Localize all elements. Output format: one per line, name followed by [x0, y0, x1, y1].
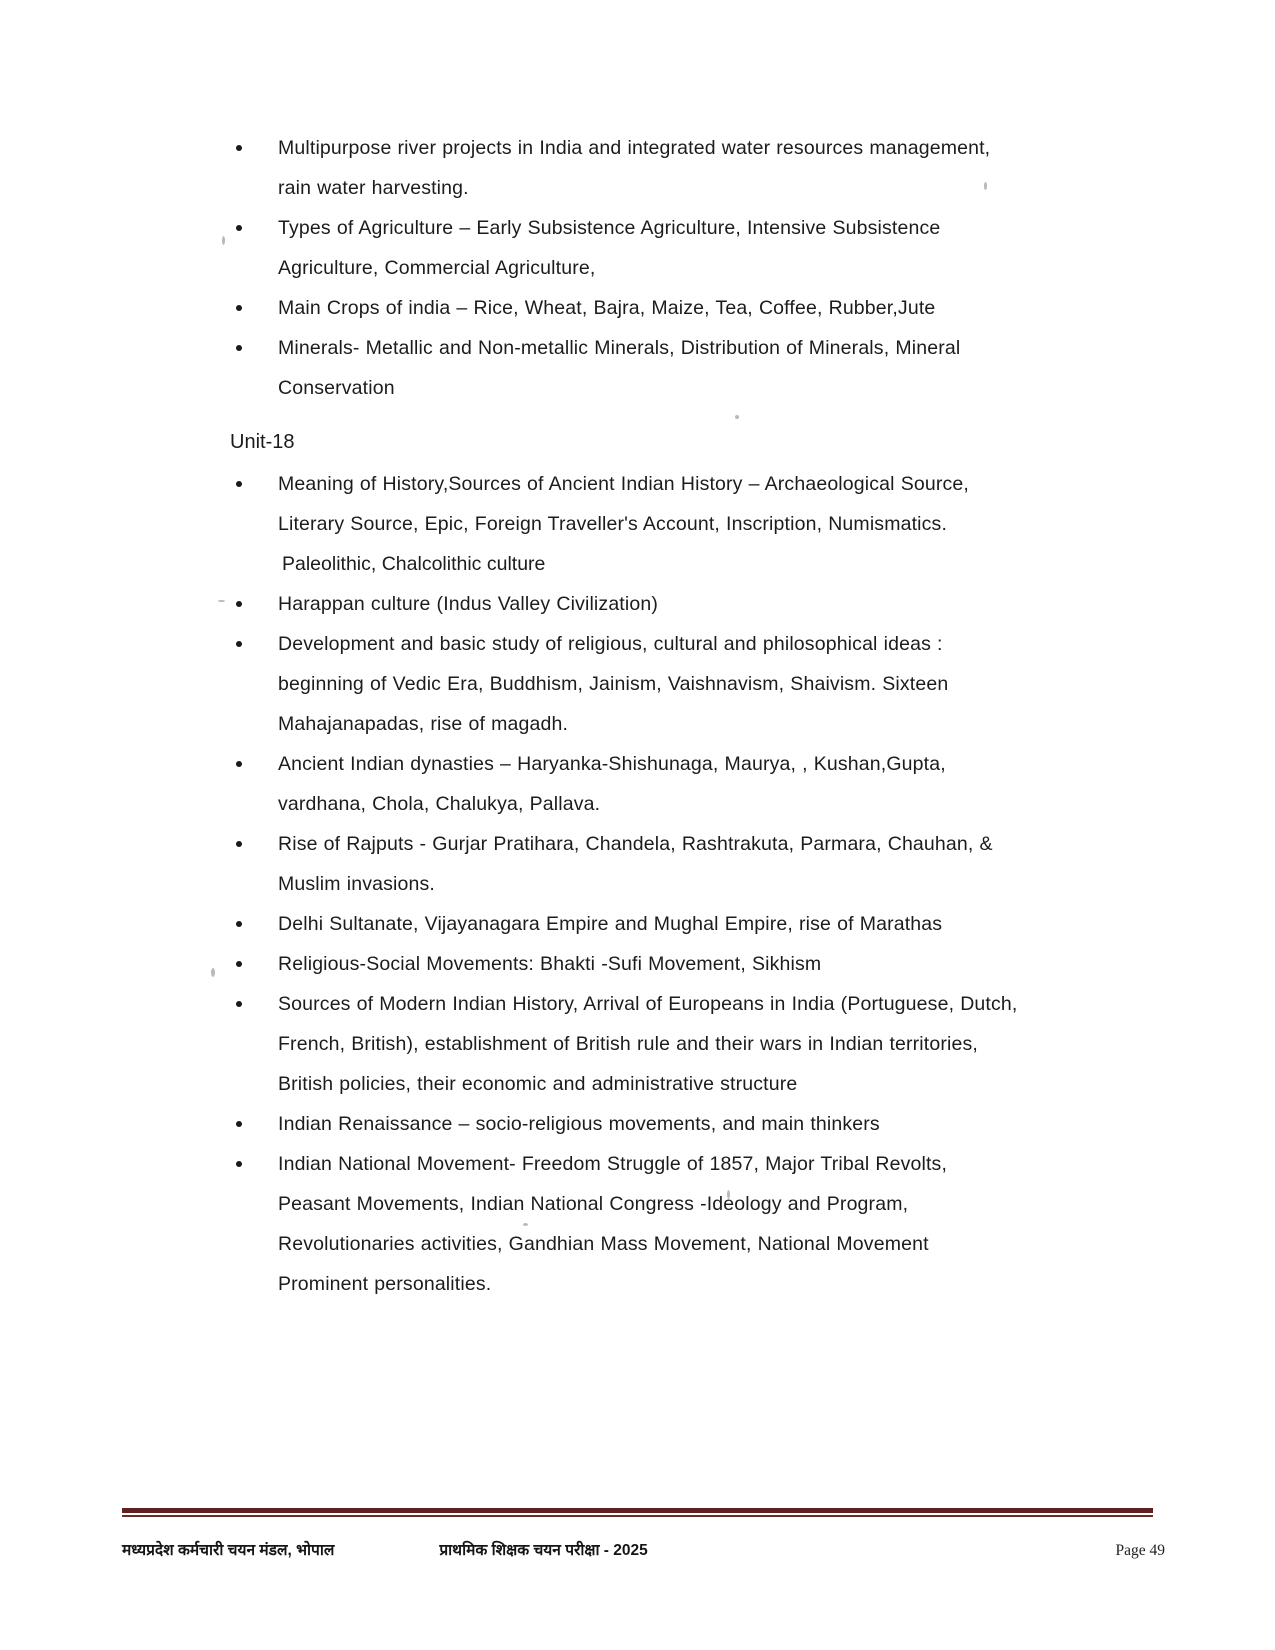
list-item: Indian National Movement- Freedom Struggle of 1857, Major Tribal Revolts, Peasant Movements, Indian National Congress -Ideology and Program, Revolutionaries activities, Gandhian Mass Movement, National Movement Prominent personalities.: [228, 1144, 1018, 1304]
list-item: Main Crops of india – Rice, Wheat, Bajra, Maize, Tea, Coffee, Rubber,Jute: [228, 288, 1018, 328]
list-item: Meaning of History,Sources of Ancient Indian History – Archaeological Source, Literary Source, Epic, Foreign Traveller's Account, Inscription, Numismatics.: [228, 464, 1018, 544]
scan-speck: [222, 236, 225, 245]
scan-speck: [211, 968, 215, 977]
scan-speck: [218, 600, 225, 602]
footer-row: [122, 1538, 1165, 1560]
bullet-list-geography: [228, 128, 1018, 408]
list-item: Multipurpose river projects in India and integrated water resources management, rain water harvesting.: [228, 128, 1018, 208]
page-footer: [0, 1500, 1275, 1650]
footer-divider: [122, 1508, 1153, 1517]
footer-exam-title: प्राथमिक शिक्षक चयन परीक्षा - 2025: [439, 1542, 648, 1559]
page-content: [228, 128, 1018, 1304]
unit-heading: Unit-18: [230, 431, 295, 453]
list-item: Religious-Social Movements: Bhakti -Sufi Movement, Sikhism: [228, 944, 1018, 984]
footer-organization: मध्यप्रदेश कर्मचारी चयन मंडल, भोपाल: [122, 1542, 335, 1559]
list-item: Types of Agriculture – Early Subsistence Agriculture, Intensive Subsistence Agriculture, Commercial Agriculture,: [228, 208, 1018, 288]
list-item: Minerals- Metallic and Non-metallic Minerals, Distribution of Minerals, Mineral Conservation: [228, 328, 1018, 408]
footer-page-number: Page 49: [1115, 1542, 1165, 1559]
list-item: Rise of Rajputs - Gurjar Pratihara, Chandela, Rashtrakuta, Parmara, Chauhan, & Muslim invasions.: [228, 824, 1018, 904]
list-item: Sources of Modern Indian History, Arrival of Europeans in India (Portuguese, Dutch, French, British), establishment of British rule and their wars in Indian territories, British policies, their economic and administrative structure: [228, 984, 1018, 1104]
list-item: Ancient Indian dynasties – Haryanka-Shishunaga, Maurya, , Kushan,Gupta, vardhana, Chola, Chalukya, Pallava.: [228, 744, 1018, 824]
list-item: Delhi Sultanate, Vijayanagara Empire and Mughal Empire, rise of Marathas: [228, 904, 1018, 944]
list-item-continuation: Paleolithic, Chalcolithic culture: [282, 553, 546, 575]
list-item: Development and basic study of religious, cultural and philosophical ideas : beginning of Vedic Era, Buddhism, Jainism, Vaishnavism, Shaivism. Sixteen Mahajanapadas, rise of magadh.: [228, 624, 1018, 744]
footer-rule-thin: [122, 1515, 1153, 1517]
list-item: Harappan culture (Indus Valley Civilization): [228, 584, 1018, 624]
bullet-list-history: [228, 464, 1018, 1304]
list-item: Indian Renaissance – socio-religious movements, and main thinkers: [228, 1104, 1018, 1144]
